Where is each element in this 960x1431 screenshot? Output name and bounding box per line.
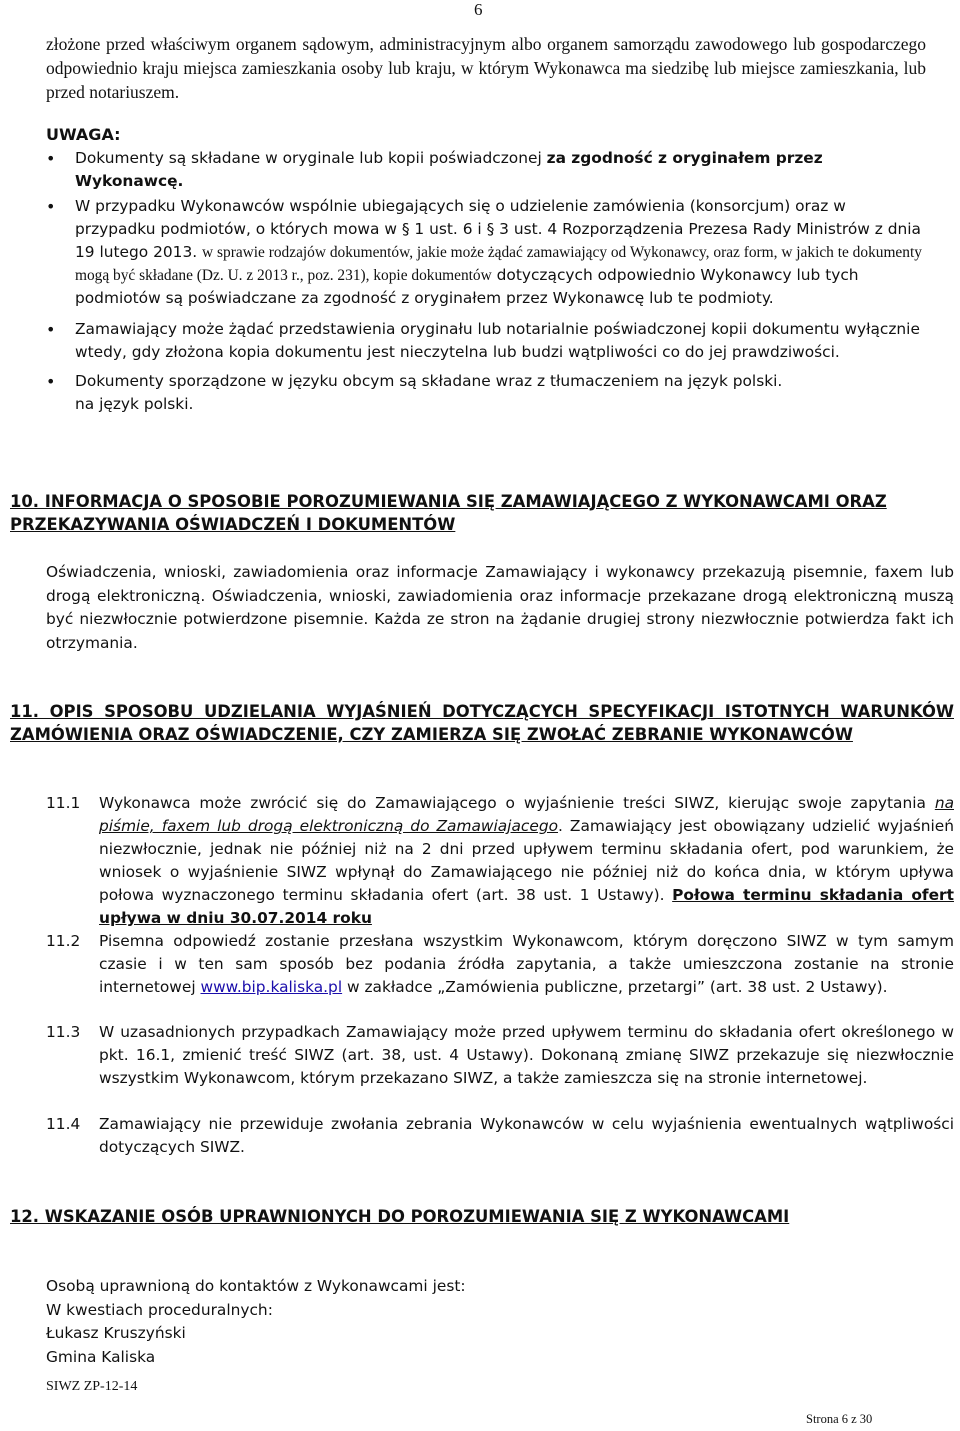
bullet-text: Dokumenty są składane w oryginale lub kopii poświadczonej xyxy=(75,149,547,167)
subsection-text: . Zamawiający jest obowiązany udzielić wyjaśnień niezwłocznie, jednak nie później niż na 2 dni przed upływem terminu składania ofert, pod warunkiem, że wniosek o wyjaśnienie SIWZ wpłynął do Zamawiającego nie później niż do końca dnia, w którym upływa połowa wyznaczonego terminu składania ofert (art. 38 ust. 1 Ustawy). xyxy=(99,817,954,904)
bullet-text: poz. 231), kopie dokumentów xyxy=(307,267,492,284)
subsection-number: 11.2 xyxy=(46,932,81,950)
subsection-number: 11.3 xyxy=(46,1023,81,1041)
bullet-item xyxy=(46,147,928,193)
bullet-text: na język polski. xyxy=(75,395,194,413)
subsection-11-4 xyxy=(46,1113,954,1159)
deadline-text: Połowa terminu składania ofert upływa w dniu 30.07.2014 roku xyxy=(99,886,954,927)
subsection-underlined-text: na piśmie, faxem lub drogą elektroniczną do Zamawiajacego xyxy=(99,794,954,835)
bip-website-link[interactable]: www.bip.kaliska.pl xyxy=(200,978,343,996)
subsection-number: 11.4 xyxy=(46,1115,81,1133)
subsection-number: 11.1 xyxy=(46,794,81,812)
footer-page-indicator: Strona 6 z 30 xyxy=(806,1412,873,1426)
contact-block xyxy=(46,1275,466,1369)
intro-paragraph: złożone przed właściwym organem sądowym, administracyjnym albo organem samorządu zawodowego lub gospodarczego odpowiednio kraju miejsca zamieszkania osoby lub kraju, w którym Wykonawca ma siedzibę lub miejsce zamieszkania, lub przed notariuszem. xyxy=(46,34,926,102)
contact-line: Gmina Kaliska xyxy=(46,1347,156,1366)
section-11-heading: 11. OPIS SPOSOBU UDZIELANIA WYJAŚNIEŃ DOTYCZĄCYCH SPECYFIKACJI ISTOTNYCH WARUNKÓW ZAMÓWIENIA ORAZ OŚWIADCZENIE, CZY ZAMIERZA SIĘ ZWOŁAĆ ZEBRANIE WYKONAWCÓW xyxy=(10,702,954,744)
bullet-text: Dokumenty sporządzone w języku obcym są składane wraz z tłumaczeniem na język polski. xyxy=(75,372,783,390)
bullet-item xyxy=(46,370,928,416)
bullet-item xyxy=(46,195,928,310)
bullet-text: w sprawie rodzajów dokumentów, jakie może żądać zamawiający od Wykonawcy, oraz form, w jakich te dokumenty mogą być składane (Dz. U. z 2013 r., xyxy=(75,244,922,284)
section-10-heading: 10. INFORMACJA O SPOSOBIE POROZUMIEWANIA SIĘ ZAMAWIAJĄCEGO Z WYKONAWCAMI ORAZ PRZEKAZYWANIA OŚWIADCZEŃ I DOKUMENTÓW xyxy=(10,492,887,534)
page-number: 6 xyxy=(474,0,483,19)
contact-line: W kwestiach proceduralnych: xyxy=(46,1300,273,1319)
contact-line: Łukasz Kruszyński xyxy=(46,1324,186,1342)
bullet-text: Rozporządzenia Prezesa Rady Ministrów z dnia 19 lutego 2013. xyxy=(75,220,921,261)
subsection-11-2 xyxy=(46,930,954,999)
bullet-text: dotyczących odpowiednio Wykonawcy lub tych podmiotów są poświadczane za zgodność z oryginałem przez Wykonawcę lub te podmioty. xyxy=(75,266,859,307)
bullet-text: Zamawiający może żądać przedstawienia oryginału lub notarialnie poświadczonej kopii dokumentu wyłącznie wtedy, gdy złożona kopia dokumentu jest nieczytelna lub budzi wątpliwości co do jej prawdziwości. xyxy=(75,320,920,361)
bullet-bold-text: za zgodność z oryginałem przez Wykonawcę. xyxy=(75,149,823,190)
bullet-text: W przypadku Wykonawców wspólnie ubiegających się o udzielenie zamówienia (konsorcjum) oraz w przypadku podmiotów, o których mowa w xyxy=(75,197,846,238)
section-10-body: Oświadczenia, wnioski, zawiadomienia oraz informacje Zamawiający i wykonawcy przekazują pisemnie, faxem lub drogą elektroniczną. Oświadczenia, wnioski, zawiadomienia oraz informacje przekazane drogą elektroniczną muszą być niezwłocznie potwierdzone pisemnie. Każda ze stron na żądanie drugiej strony niezwłocznie potwierdza fakt ich otrzymania. xyxy=(46,563,954,652)
subsection-text: W uzasadnionych przypadkach Zamawiający może przed upływem terminu do składania ofert określonego w pkt. 16.1, zmienić treść SIWZ (art. 38, ust. 4 Ustawy). Dokonaną zmianę SIWZ przekazuje się niezwłocznie wszystkim Wykonawcom, którym przekazano SIWZ, a także zamieszcza się na stronie internetowej. xyxy=(99,1023,954,1087)
footer-document-code: SIWZ ZP-12-14 xyxy=(46,1379,138,1394)
uwaga-label: UWAGA: xyxy=(46,125,121,144)
contact-line: Osobą uprawnioną do kontaktów z Wykonawcami jest: xyxy=(46,1277,466,1295)
subsection-11-1 xyxy=(46,792,954,930)
subsection-text: w zakładce „Zamówienia publiczne, przetargi” (art. 38 ust. 2 Ustawy). xyxy=(342,978,888,996)
subsection-text: Pisemna odpowiedź zostanie przesłana wszystkim Wykonawcom, którym doręczono SIWZ w tym samym czasie i w ten sam sposób bez podania źródła zapytania, a także umieszczona zostanie na stronie internetowej xyxy=(99,932,954,996)
bullet-item xyxy=(46,318,928,364)
requirements-bullet-list xyxy=(46,147,928,416)
section-12-heading: 12. WSKAZANIE OSÓB UPRAWNIONYCH DO POROZUMIEWANIA SIĘ Z WYKONAWCAMI xyxy=(10,1207,790,1226)
paragraph-reference: § 3 ust. 4 xyxy=(486,220,558,238)
subsection-text: Zamawiający nie przewiduje zwołania zebrania Wykonawców w celu wyjaśnienia ewentualnych wątpliwości dotyczących SIWZ. xyxy=(99,1115,954,1156)
subsection-11-3 xyxy=(46,1021,954,1090)
subsection-text: Wykonawca może zwrócić się do Zamawiającego o wyjaśnienie treści SIWZ, kierując swoje zapytania xyxy=(99,794,935,812)
paragraph-reference: § 1 ust. 6 i xyxy=(401,220,482,238)
